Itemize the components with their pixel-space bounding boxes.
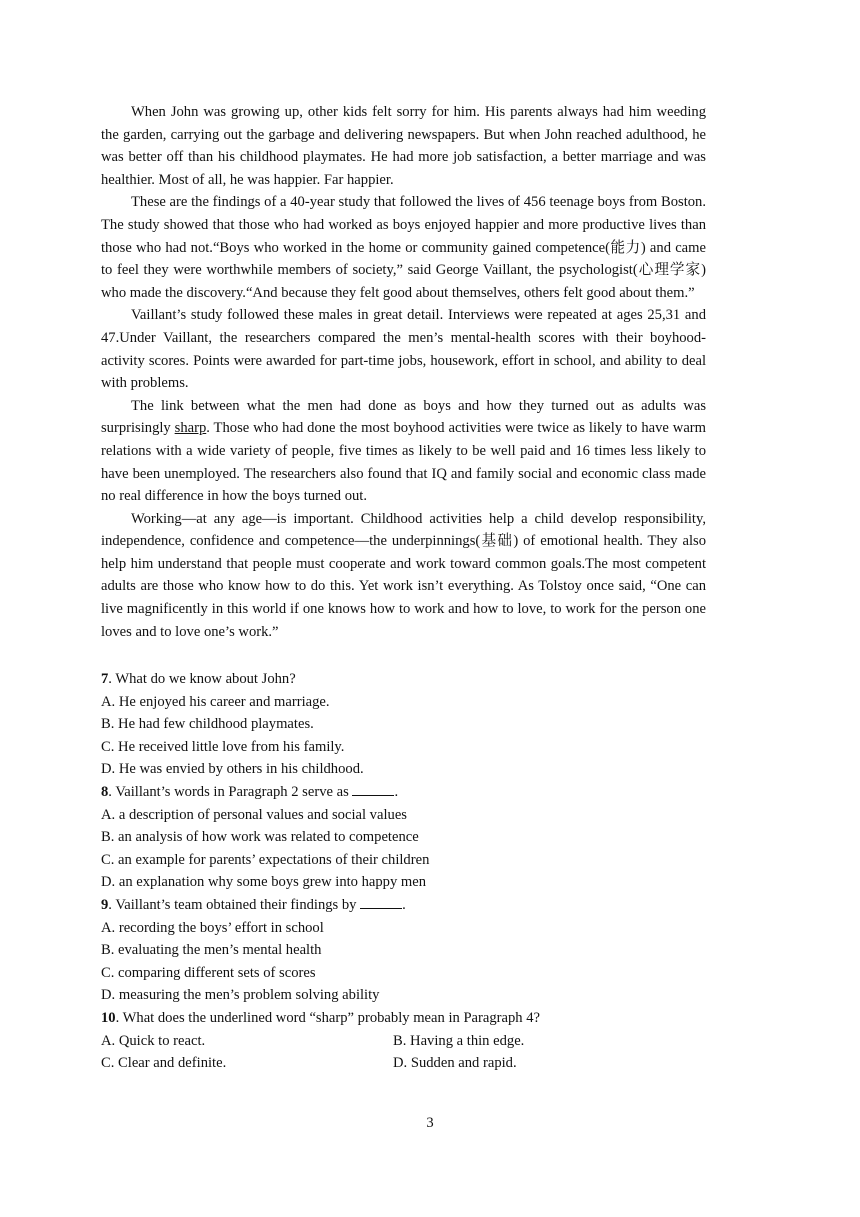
question-9-stem (101, 894, 706, 917)
question-10-options-row-1 (101, 1030, 706, 1053)
question-7-option-b: B. He had few childhood playmates. (101, 716, 314, 733)
question-text: . Vaillant’s words in Paragraph 2 serve as (108, 783, 349, 800)
question-7-stem (101, 668, 706, 691)
paragraph-1: When John was growing up, other kids felt sorry for him. His parents always had him weeding the garden, carrying out the garbage and delivering newspapers. But when John reached adulthood, he was better off than his childhood playmates. He had more job satisfaction, a better marriage and was healthier. Most of all, he was happier. Far happier. (101, 104, 706, 188)
reading-passage (101, 101, 706, 643)
question-text: . What do we know about John? (108, 671, 296, 687)
answer-blank (360, 894, 402, 909)
question-9-option-d: D. measuring the men’s problem solving ability (101, 987, 380, 1004)
question-9-option-b: B. evaluating the men’s mental health (101, 942, 322, 959)
question-10-option-a: A. Quick to react. (101, 1032, 206, 1049)
paragraph-4 (101, 395, 706, 508)
paragraph-3: Vaillant’s study followed these males in great detail. Interviews were repeated at ages 25,31 and 47.Under Vaillant, the researchers compared the men’s mental-health scores with their boyhood-activity scores. Points were awarded for part-time jobs, housework, effort in school, and ability to deal with problems. (101, 307, 706, 392)
question-list (101, 668, 706, 1075)
question-end: . (394, 783, 399, 800)
question-10-option-b: B. Having a thin edge. (393, 1032, 525, 1049)
question-text: . What does the underlined word “sharp” probably mean in Paragraph 4? (115, 1009, 541, 1026)
question-9-option-a: A. recording the boys’ effort in school (101, 919, 324, 936)
question-7-option-c: C. He received little love from his family. (101, 738, 345, 755)
question-8-option-a: A. a description of personal values and social values (101, 806, 407, 823)
answer-blank (352, 781, 394, 796)
paragraph-5: Working—at any age—is important. Childhood activities help a child develop responsibility, independence, confidence and competence—the underpinnings(基础) of emotional health. They also help him understand that people must cooperate and work toward common goals.The most competent adults are those who know how to do this. Yet work isn’t everything. As Tolstoy once said, “One can live magnificently in this world if one knows how to work and how to love, to work for the person one loves and to love one’s work.” (101, 510, 706, 640)
question-7-option-a: A. He enjoyed his career and marriage. (101, 693, 330, 710)
question-10-stem (101, 1007, 706, 1030)
question-end: . (402, 896, 406, 913)
question-8-option-b: B. an analysis of how work was related to competence (101, 829, 419, 846)
question-8-option-c: C. an example for parents’ expectations of their children (101, 851, 430, 868)
paragraph-4-text-b: . Those who had done the most boyhood activities were twice as likely to have warm relations with a wide variety of people, five times as likely to be well paid and 16 times less likely to have been unemployed. The researchers also found that IQ and family social and economic class made no real difference in how the boys turned out. (101, 420, 707, 505)
question-number: 9 (101, 896, 109, 913)
question-number: 10 (101, 1009, 116, 1026)
paragraph-4-text-a: The link between what the men had done as boys and how they turned out as adults was surprisingly (101, 397, 706, 437)
question-number: 8 (101, 783, 109, 800)
question-7-option-d: D. He was envied by others in his childhood. (101, 761, 364, 778)
question-8-option-d: D. an explanation why some boys grew into happy men (101, 874, 427, 891)
question-10-option-c: C. Clear and definite. (101, 1055, 227, 1072)
question-text: . Vaillant’s team obtained their findings by (108, 896, 357, 913)
question-9-option-c: C. comparing different sets of scores (101, 964, 316, 981)
paragraph-2: These are the findings of a 40-year study that followed the lives of 456 teenage boys from Boston. The study showed that those who had worked as boys enjoyed happier and more productive lives than those who had not.“Boys who worked in the home or community gained competence(能力) and came to feel they were worthwhile members of society,” said George Vaillant, the psychologist(心理学家) who made the discovery.“And because they felt good about themselves, others felt good about them.” (101, 194, 706, 301)
underlined-word-sharp: sharp (174, 420, 207, 437)
question-number: 7 (101, 671, 109, 687)
page-number: 3 (426, 1115, 434, 1131)
question-8-stem (101, 781, 706, 804)
question-10-options-row-2 (101, 1052, 706, 1075)
question-10-option-d: D. Sudden and rapid. (393, 1055, 517, 1072)
